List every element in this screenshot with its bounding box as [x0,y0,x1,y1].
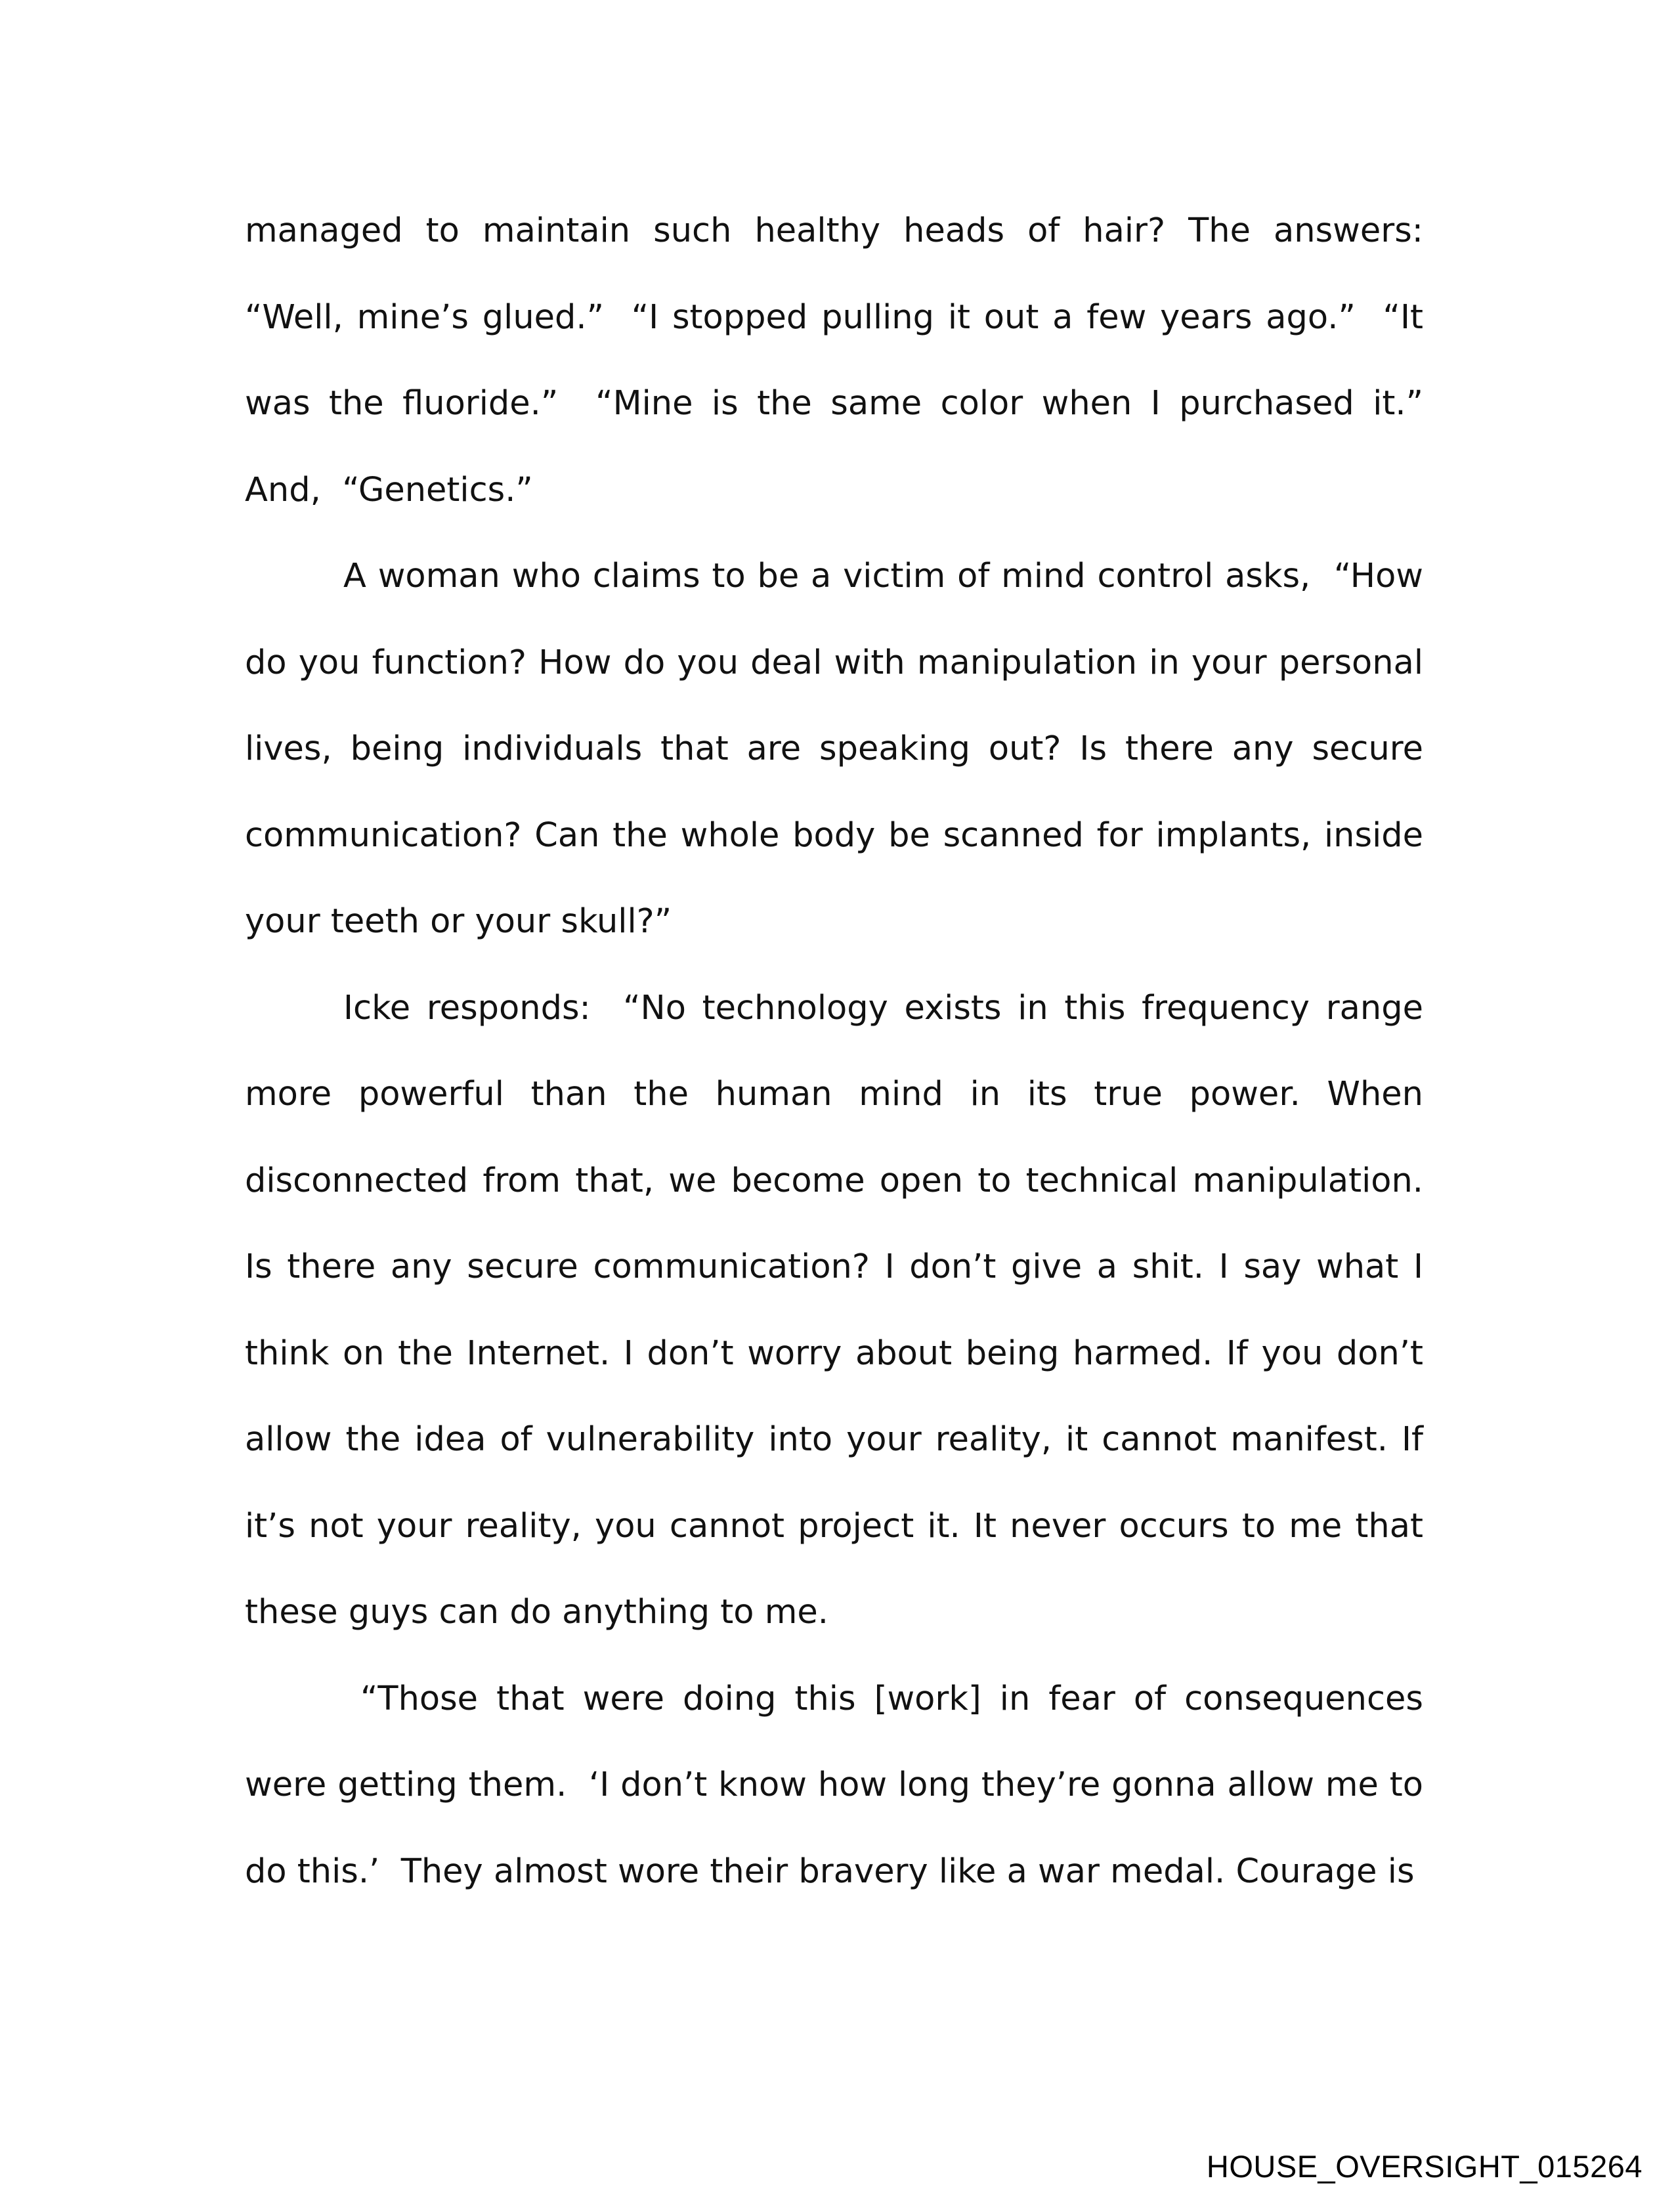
paragraph-icke-response: Icke responds: “No technology exists in this frequency range more powerful than the human mind in its true power. When disconnected from that, we become open to technical manipulation. Is there any secure communication? I don’t give a shit. I say what I think on the Internet. I don’t worry about being harmed. If you don’t allow the idea of vulnerability into your reality, it cannot manifest. If it’s not your reality, you cannot project it. It never occurs to me that these guys can do anything to me. [245,988,1434,1632]
paragraph-mind-control-question: A woman who claims to be a victim of mind control asks, “How do you function? How do you deal with manipulation in your personal lives, being individuals that are speaking out? Is there any secure communication? Can the whole body be scanned for implants, inside your teeth or your skull?” [245,557,1434,941]
paragraph-consequences: “Those that were doing this [work] in fear of consequences were getting them. ‘I don’t know how long they’re gonna allow me to do this.’ They almost wore their bravery like a war medal. Courage is [245,1679,1434,1891]
paragraph-hair-answers: managed to maintain such healthy heads of hair? The answers: “Well, mine’s glued.” “I stopped pulling it out a few years ago.” “It was the fluoride.” “Mine is the same color when I purchased it.” And, “Genetics.” [245,211,1445,510]
bates-stamp: HOUSE_OVERSIGHT_015264 [1206,2149,1642,2184]
body-text [245,188,1445,1915]
